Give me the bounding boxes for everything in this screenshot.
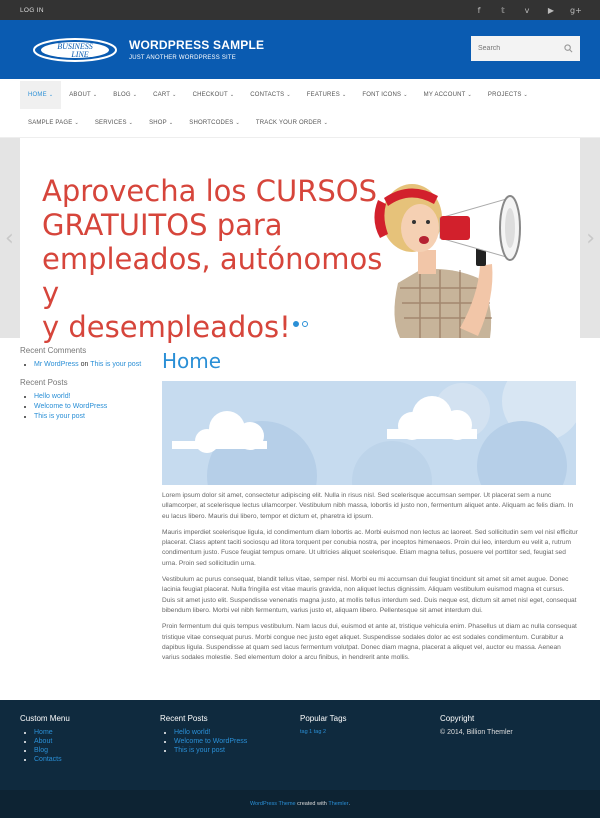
footer-custom-menu: [20, 714, 160, 790]
nav-item-contacts[interactable]: [242, 81, 299, 109]
footer-recent-posts: [160, 714, 300, 790]
recent-comments-title: Recent Comments: [20, 346, 87, 355]
nav-item-cart[interactable]: [145, 81, 184, 109]
site-logo[interactable]: [32, 37, 118, 63]
nav-item-sample-page[interactable]: [20, 109, 87, 137]
chevron-left-icon[interactable]: ‹: [5, 226, 14, 251]
chevron-down-icon: ⌄: [403, 92, 408, 98]
nav-item-label: FONT ICONS: [362, 92, 402, 98]
nav-item-track-your-order[interactable]: [248, 109, 336, 137]
chevron-down-icon: ⌄: [286, 92, 291, 98]
logo-text-1: BUSINESS: [57, 41, 93, 51]
nav-item-label: SAMPLE PAGE: [28, 120, 73, 126]
nav-item-label: FEATURES: [306, 92, 340, 98]
nav-item-my-account[interactable]: [416, 81, 480, 109]
chevron-down-icon: ⌄: [523, 92, 528, 98]
chevron-down-icon: ⌄: [92, 92, 98, 98]
footer-copyright: [440, 714, 580, 790]
slide-headline: [42, 174, 402, 344]
nav-item-label: BLOG: [113, 92, 131, 98]
paragraph: Mauris imperdiet scelerisque ligula, id condimentum diam lobortis ac. Morbi euismod non lectus ac laoreet. Sed sollicitudin sem vel nisl efficitur placerat. Class aptent taciti sociosqu ad litora torquent per conubia nostra, per inceptos himenaeos. Proin dui leo, interdum eu velit a, rutrum condimentum justo. Fusce feugiat tempus ornare. Ut ultricies aliquet scelerisque. Etiam magna tellus, posuere vel porttitor sed, feugiat sed urna. Proin sed sollicitudin urna.: [162, 528, 578, 567]
nav-item-label: CHECKOUT: [192, 92, 228, 98]
comment-on-text: on: [80, 361, 89, 368]
list-item: [34, 413, 162, 420]
nav-item-label: PROJECTS: [487, 92, 522, 98]
twitter-icon[interactable]: 𝕥: [501, 5, 505, 15]
google-plus-icon[interactable]: g+: [570, 5, 582, 15]
chevron-down-icon: ⌄: [235, 120, 240, 126]
footer-menu-contacts[interactable]: Contacts: [34, 756, 62, 763]
youtube-icon[interactable]: ▶: [547, 5, 555, 15]
sidebar: [20, 344, 162, 700]
nav-item-label: SERVICES: [94, 120, 127, 126]
site-header: [0, 20, 600, 79]
paragraph: Lorem ipsum dolor sit amet, consectetur adipiscing elit. Nulla in risus nisl. Sed scelerisque accumsan semper. Ut placerat sem a nunc ullamcorper, at scelerisque lectus ullamcorper. Vestibulum nibh massa, lobortis id justo non, fermentum aliquet ante. Aliquam ac felis diam. In eu lacus libero. Mauris dui libero, tempor et dictum et, pharetra id ipsum.: [162, 492, 574, 520]
footer-menu-home[interactable]: Home: [34, 729, 53, 736]
slide-line-2: GRATUITOS para: [42, 208, 283, 242]
footer-menu-about[interactable]: About: [34, 738, 53, 745]
footer-heading: Popular Tags: [300, 714, 347, 723]
bottom-period: .: [348, 801, 351, 807]
nav-item-shop[interactable]: [141, 109, 181, 137]
slider-dot-2[interactable]: [302, 321, 308, 327]
woman-megaphone-image: [360, 178, 560, 338]
nav-item-blog[interactable]: [105, 81, 145, 109]
nav-item-home[interactable]: [20, 81, 61, 109]
slide-line-4: y desempleados!: [42, 310, 291, 344]
site-tagline: JUST ANOTHER WORDPRESS SITE: [129, 55, 236, 61]
facebook-icon[interactable]: f: [477, 5, 481, 15]
list-item: [34, 403, 162, 410]
wordpress-theme-link[interactable]: WordPress Theme: [249, 801, 296, 807]
nav-item-features[interactable]: [299, 81, 355, 109]
comment-author-link[interactable]: Mr WordPress: [34, 361, 79, 368]
slider-dot-1[interactable]: [293, 321, 299, 327]
footer-post-link[interactable]: This is your post: [174, 747, 225, 754]
chevron-down-icon: ⌄: [48, 92, 54, 98]
search-input[interactable]: [478, 45, 548, 52]
login-link[interactable]: LOG IN: [20, 6, 44, 14]
nav-item-label: TRACK YOUR ORDER: [255, 120, 322, 126]
site-title[interactable]: WORDPRESS SAMPLE: [129, 38, 265, 52]
nav-item-services[interactable]: [87, 109, 141, 137]
recent-post-link[interactable]: Hello world!: [34, 393, 71, 400]
list-item: [34, 393, 162, 400]
chevron-down-icon: ⌄: [341, 92, 347, 98]
nav-row-1: [20, 81, 580, 109]
nav-item-label: SHORTCODES: [189, 120, 234, 126]
slide-line-1: Aprovecha los CURSOS: [42, 174, 377, 208]
chevron-down-icon: ⌄: [132, 92, 138, 98]
nav-item-projects[interactable]: [480, 81, 536, 109]
bottom-text: created with: [297, 801, 327, 807]
recent-posts-title: Recent Posts: [20, 378, 68, 387]
chevron-down-icon: ⌄: [128, 120, 134, 126]
themler-link[interactable]: Themler: [328, 801, 349, 807]
recent-comments-list: [20, 361, 162, 368]
chevron-down-icon: ⌄: [172, 92, 177, 98]
nav-item-shortcodes[interactable]: [181, 109, 248, 137]
recent-post-link[interactable]: Welcome to WordPress: [34, 403, 108, 410]
page-title: Home: [162, 349, 222, 373]
paragraph: Vestibulum ac purus consequat, blandit tellus vitae, semper nisl. Morbi eu mi accumsan dui feugiat tincidunt sit amet sit amet augue. Donec lacinia feugiat placerat. Nulla fringilla est vitae mauris gravida, non aliquet lectus dignissim. Aliquam vestibulum euismod magna et cursus. Duis sit amet justo elit. Suspendisse venenatis magna justo, at mollis tellus interdum sed. Duis neque est, dictum sit amet nisl eget, consequat bibendum libero. Morbi vel nibh fermentum, varius justo et, aliquam libero. Pellentesque sit amet interdum dui.: [162, 576, 577, 614]
logo-text-2: LINE: [71, 49, 89, 59]
top-bar: [0, 0, 600, 20]
nav-item-about[interactable]: [61, 81, 105, 109]
site-footer: [0, 700, 600, 790]
chevron-down-icon: ⌄: [229, 92, 235, 98]
vimeo-icon[interactable]: v: [524, 5, 530, 15]
nav-item-label: HOME: [28, 92, 47, 98]
comment-item: [34, 361, 162, 368]
bottom-bar: [0, 790, 600, 818]
copyright-text: © 2014, Billion Themler: [440, 729, 513, 736]
comment-post-link[interactable]: This is your post: [90, 361, 142, 368]
hero-slider: [0, 138, 600, 344]
chevron-down-icon: ⌄: [74, 120, 79, 126]
nav-item-label: CART: [153, 92, 171, 98]
slide-line-3: empleados, autónomos y: [42, 242, 383, 310]
tag-link[interactable]: tag 2: [313, 729, 326, 735]
tag-link[interactable]: tag 1: [300, 729, 313, 735]
clouds-image: [162, 381, 576, 485]
social-icons: [474, 6, 580, 15]
nav-item-checkout[interactable]: [185, 81, 243, 109]
chevron-down-icon: ⌄: [323, 120, 329, 126]
search-icon[interactable]: [564, 44, 573, 53]
slider-dots: [293, 321, 308, 327]
nav-item-label: MY ACCOUNT: [423, 92, 466, 98]
search-box: [471, 36, 580, 61]
footer-post-link[interactable]: Hello world!: [174, 729, 211, 736]
footer-post-link[interactable]: Welcome to WordPress: [174, 738, 248, 745]
paragraph: Proin fermentum dui quis tempus vestibulum. Nam lacus dui, euismod et ante at, tristique vehicula enim. Phasellus ut diam ac nulla consequat tristique vitae consequat purus. Morbi congue nec justo eget aliquet. Suspendisse sodales dolor ac est sodales condimentum. Curabitur a dapibus ligula. Suspendisse at quam sed lacus fermentum volutpat. Donec diam magna, placerat a aliquet vel, auctor eu massa. Aenean varius sodales molestie. Sed elementum dolor a arcu finibus, in hendrerit ante mollis.: [162, 623, 577, 662]
chevron-down-icon: ⌄: [467, 92, 472, 98]
footer-popular-tags: [300, 714, 440, 790]
nav-item-label: CONTACTS: [250, 92, 285, 98]
footer-heading: Custom Menu: [20, 714, 70, 723]
footer-heading: Copyright: [440, 714, 475, 723]
chevron-right-icon[interactable]: ›: [586, 226, 595, 251]
nav-row-2: [20, 109, 580, 137]
footer-heading: Recent Posts: [160, 714, 208, 723]
nav-item-font-icons[interactable]: [354, 81, 415, 109]
main-content: [162, 344, 580, 700]
recent-post-link[interactable]: This is your post: [34, 413, 85, 420]
chevron-down-icon: ⌄: [168, 120, 174, 126]
footer-menu-blog[interactable]: Blog: [34, 747, 49, 754]
nav-item-label: ABOUT: [69, 92, 91, 98]
nav-item-label: SHOP: [149, 120, 167, 126]
main-nav: [0, 79, 600, 138]
content-area: [0, 338, 600, 700]
recent-posts-list: [20, 393, 162, 420]
